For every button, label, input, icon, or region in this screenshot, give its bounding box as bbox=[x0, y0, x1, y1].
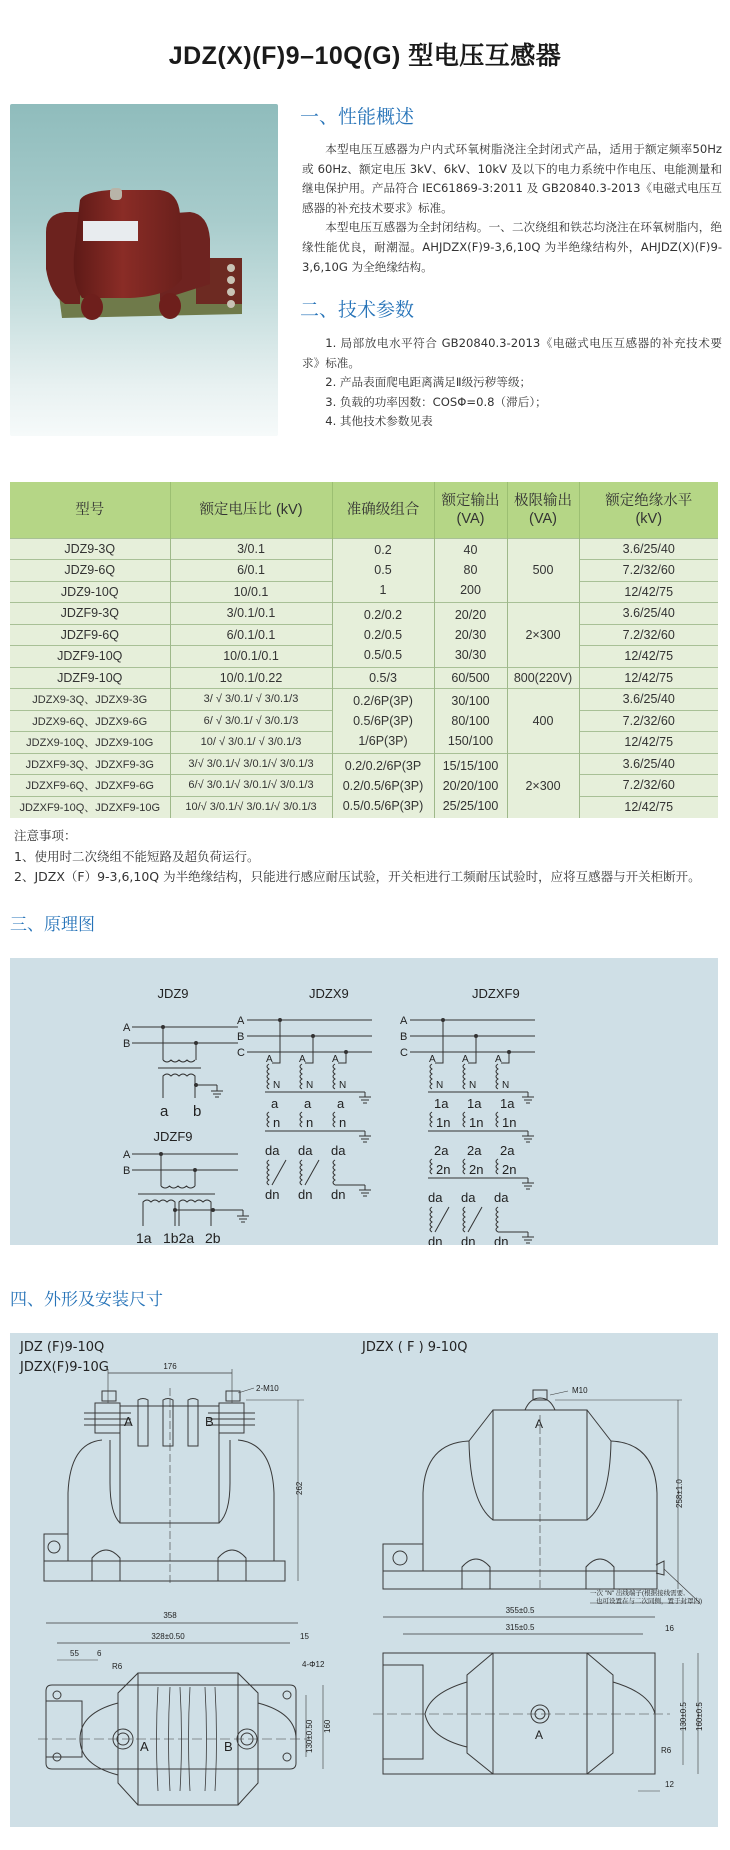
left-drawing-title: JDZ (F)9-10Q bbox=[20, 1340, 105, 1355]
svg-text:2a: 2a bbox=[434, 1143, 449, 1158]
svg-text:一次 "N" 出线端子(根据接线需要,: 一次 "N" 出线端子(根据接线需要, bbox=[590, 1590, 685, 1597]
svg-text:258±1.0: 258±1.0 bbox=[675, 1479, 684, 1508]
svg-text:A: A bbox=[123, 1149, 131, 1161]
accuracy-value: 0.5/0.5 bbox=[363, 647, 403, 662]
cell-accuracy bbox=[332, 689, 434, 754]
svg-text:n: n bbox=[339, 1115, 347, 1130]
svg-text:b: b bbox=[193, 1103, 202, 1120]
svg-text:dn: dn bbox=[298, 1187, 313, 1202]
svg-text:4-Φ12: 4-Φ12 bbox=[302, 1660, 325, 1669]
notes-title: 注意事项： bbox=[14, 828, 77, 843]
svg-text:N: N bbox=[436, 1080, 444, 1091]
parameter-item: 3. 负载的功率因数：COSΦ=0.8（滞后）； bbox=[325, 394, 547, 409]
cell-insulation: 7.2/32/60 bbox=[579, 624, 718, 646]
table-row bbox=[10, 667, 718, 689]
svg-text:dn: dn bbox=[494, 1234, 509, 1245]
cell-insulation: 12/42/75 bbox=[579, 667, 718, 689]
cell-model: JDZX9-3Q、JDZX9-3G bbox=[10, 689, 170, 711]
cell-insulation: 3.6/25/40 bbox=[579, 603, 718, 625]
accuracy-value: 0.2 bbox=[374, 543, 392, 558]
left-top-view bbox=[38, 1611, 332, 1805]
svg-text:355±0.5: 355±0.5 bbox=[505, 1606, 535, 1615]
header-output: 额定输出 (VA) bbox=[434, 482, 507, 538]
overview-paragraph: 本型电压互感器为全封闭结构。一、二次绕组和铁芯均浇注在环氧树脂内，绝缘性能优良，耐潮湿。AHJDZX(F)9-3,6,10Q 为半绝缘结构外，AHJDZ(X)(F)9-3,6,10G 为全绝缘结构。 bbox=[302, 220, 722, 274]
cell-ratio: 6/√ 3/0.1/√ 3/0.1/√ 3/0.1/3 bbox=[170, 775, 332, 797]
svg-text:JDZF9: JDZF9 bbox=[153, 1129, 193, 1144]
cell-insulation: 3.6/25/40 bbox=[579, 689, 718, 711]
svg-text:a: a bbox=[337, 1096, 345, 1111]
svg-text:A: A bbox=[462, 1054, 469, 1065]
svg-text:130±0.5: 130±0.5 bbox=[679, 1702, 688, 1731]
svg-text:B: B bbox=[224, 1739, 233, 1754]
svg-text:1n: 1n bbox=[436, 1115, 451, 1130]
svg-text:A: A bbox=[140, 1739, 149, 1754]
cell-ratio: 3/0.1 bbox=[170, 538, 332, 560]
output-value: 40 bbox=[463, 543, 478, 558]
svg-text:C: C bbox=[237, 1047, 245, 1059]
accuracy-value: 1/6P(3P) bbox=[358, 733, 408, 748]
svg-text:160: 160 bbox=[323, 1719, 332, 1733]
svg-text:da: da bbox=[331, 1143, 346, 1158]
svg-text:da: da bbox=[461, 1190, 476, 1205]
svg-text:n: n bbox=[273, 1115, 281, 1130]
cell-output bbox=[434, 689, 507, 754]
accuracy-value: 0.2/0.5/6P(3P) bbox=[342, 778, 424, 793]
parameters-list bbox=[302, 334, 722, 432]
cell-model: JDZ9-6Q bbox=[10, 560, 170, 582]
svg-text:1a: 1a bbox=[136, 1230, 152, 1245]
cell-insulation: 3.6/25/40 bbox=[579, 753, 718, 775]
cell-model: JDZX9-6Q、JDZX9-6G bbox=[10, 710, 170, 732]
cell-insulation: 12/42/75 bbox=[579, 581, 718, 603]
svg-text:B: B bbox=[400, 1031, 408, 1043]
svg-text:A: A bbox=[400, 1015, 408, 1027]
svg-text:1n: 1n bbox=[469, 1115, 484, 1130]
cell-limit: 500 bbox=[507, 538, 579, 603]
accuracy-value: 0.2/6P(3P) bbox=[353, 693, 413, 708]
svg-text:1a: 1a bbox=[500, 1096, 515, 1111]
schematic-panel bbox=[10, 958, 718, 1245]
note-item: 1、使用时二次绕组不能短路及超负荷运行。 bbox=[14, 848, 260, 864]
cell-limit: 400 bbox=[507, 689, 579, 754]
cell-model: JDZF9-10Q bbox=[10, 646, 170, 668]
accuracy-value: 0.5/6P(3P) bbox=[353, 713, 413, 728]
svg-text:315±0.5: 315±0.5 bbox=[505, 1623, 535, 1632]
svg-text:A: A bbox=[237, 1015, 245, 1027]
output-value: 60/500 bbox=[451, 670, 490, 685]
overview-paragraph: 本型电压互感器为户内式环氧树脂浇注全封闭式产品，适用于额定频率50Hz 或 60Hz、额定电压 3kV、6kV、10kV 及以下的电力系统中作电压、电能测量和继电保护用。产品符合 IEC61869-3:2011 及 GB20840.3-2013《电磁式电压互感器的补充技术要求》标准。 bbox=[302, 142, 722, 215]
svg-text:A: A bbox=[535, 1417, 544, 1431]
cell-accuracy bbox=[332, 667, 434, 689]
svg-text:130±0.50: 130±0.50 bbox=[305, 1719, 314, 1753]
svg-text:da: da bbox=[298, 1143, 313, 1158]
header-insulation: 额定绝缘水平 (kV) bbox=[579, 482, 718, 538]
cell-insulation: 7.2/32/60 bbox=[579, 560, 718, 582]
svg-text:160±0.5: 160±0.5 bbox=[695, 1702, 704, 1731]
svg-text:A: A bbox=[124, 1414, 133, 1429]
cell-ratio: 10/√ 3/0.1/√ 3/0.1/√ 3/0.1/3 bbox=[170, 796, 332, 818]
svg-text:1a: 1a bbox=[434, 1096, 449, 1111]
svg-text:55: 55 bbox=[70, 1649, 79, 1658]
section-heading-parameters: 二、技术参数 bbox=[300, 299, 415, 321]
svg-text:N: N bbox=[469, 1080, 477, 1091]
cell-ratio: 3/√ 3/0.1/√ 3/0.1/√ 3/0.1/3 bbox=[170, 753, 332, 775]
cell-ratio: 10/0.1/0.22 bbox=[170, 667, 332, 689]
output-value: 15/15/100 bbox=[442, 758, 499, 773]
jdz9-title: JDZ9 bbox=[157, 986, 189, 1001]
svg-text:也可设置在与二次同侧，置于封罩内): 也可设置在与二次同侧，置于封罩内) bbox=[596, 1598, 703, 1605]
cell-accuracy bbox=[332, 753, 434, 818]
cell-output bbox=[434, 753, 507, 818]
svg-text:N: N bbox=[339, 1080, 347, 1091]
svg-text:2b: 2b bbox=[205, 1230, 221, 1245]
cell-accuracy bbox=[332, 538, 434, 603]
cell-model: JDZF9-3Q bbox=[10, 603, 170, 625]
accuracy-value: 0.2/0.2 bbox=[363, 607, 403, 622]
svg-text:2a: 2a bbox=[500, 1143, 515, 1158]
cell-model: JDZXF9-3Q、JDZXF9-3G bbox=[10, 753, 170, 775]
svg-text:dn: dn bbox=[331, 1187, 346, 1202]
cell-ratio: 6/0.1 bbox=[170, 560, 332, 582]
svg-text:A: A bbox=[535, 1728, 544, 1742]
svg-text:da: da bbox=[265, 1143, 280, 1158]
section-heading-overview: 一、性能概述 bbox=[300, 106, 415, 128]
svg-text:n: n bbox=[306, 1115, 314, 1130]
section-heading-schematic: 三、原理图 bbox=[10, 915, 95, 935]
right-front-view bbox=[383, 1386, 702, 1605]
svg-text:R6: R6 bbox=[112, 1662, 123, 1671]
svg-text:A: A bbox=[429, 1054, 436, 1065]
svg-text:C: C bbox=[400, 1047, 408, 1059]
page-title: JDZ(X)(F)9–10Q(G) 型电压互感器 bbox=[168, 42, 562, 70]
cell-limit: 800(220V) bbox=[507, 667, 579, 689]
svg-text:176: 176 bbox=[163, 1362, 177, 1371]
cell-accuracy bbox=[332, 603, 434, 668]
svg-text:N: N bbox=[306, 1080, 314, 1091]
header-accuracy: 准确级组合 bbox=[332, 482, 434, 538]
cell-insulation: 3.6/25/40 bbox=[579, 538, 718, 560]
cell-insulation: 12/42/75 bbox=[579, 646, 718, 668]
cell-model: JDZ9-3Q bbox=[10, 538, 170, 560]
jdz9-diagram bbox=[123, 986, 238, 1120]
cell-model: JDZXF9-6Q、JDZXF9-6G bbox=[10, 775, 170, 797]
section-heading-dimensions: 四、外形及安装尺寸 bbox=[10, 1290, 163, 1310]
svg-text:A: A bbox=[266, 1054, 273, 1065]
svg-text:2n: 2n bbox=[502, 1162, 517, 1177]
svg-text:B: B bbox=[205, 1414, 214, 1429]
output-value: 200 bbox=[460, 583, 481, 598]
svg-text:1a: 1a bbox=[467, 1096, 482, 1111]
svg-text:JDZX9: JDZX9 bbox=[309, 986, 349, 1001]
voltage-transformer-image bbox=[10, 104, 278, 436]
svg-text:B: B bbox=[123, 1038, 131, 1050]
output-value: 30/30 bbox=[454, 647, 487, 662]
parameter-item: 1. 局部放电水平符合 GB20840.3-2013《电磁式电压互感器的补充技术要求》标准。 bbox=[302, 336, 722, 370]
table-header-row bbox=[10, 482, 718, 538]
left-front-view bbox=[44, 1362, 304, 1585]
svg-text:R6: R6 bbox=[661, 1746, 672, 1755]
left-drawing-subtitle: JDZX(F)9-10G bbox=[20, 1360, 109, 1375]
table-row bbox=[10, 538, 718, 560]
svg-text:A: A bbox=[332, 1054, 339, 1065]
output-value: 80 bbox=[463, 563, 478, 578]
svg-text:a: a bbox=[304, 1096, 312, 1111]
table-row bbox=[10, 603, 718, 625]
cell-ratio: 6/ √ 3/0.1/ √ 3/0.1/3 bbox=[170, 710, 332, 732]
svg-text:da: da bbox=[494, 1190, 509, 1205]
cell-insulation: 7.2/32/60 bbox=[579, 775, 718, 797]
cell-ratio: 3/ √ 3/0.1/ √ 3/0.1/3 bbox=[170, 689, 332, 711]
accuracy-value: 0.2/0.5 bbox=[363, 627, 403, 642]
svg-text:358: 358 bbox=[163, 1611, 177, 1620]
accuracy-value: 1 bbox=[379, 583, 387, 598]
svg-text:328±0.50: 328±0.50 bbox=[151, 1632, 185, 1641]
cell-ratio: 10/0.1 bbox=[170, 581, 332, 603]
cell-model: JDZXF9-10Q、JDZXF9-10G bbox=[10, 796, 170, 818]
cell-ratio: 10/ √ 3/0.1/ √ 3/0.1/3 bbox=[170, 732, 332, 754]
parameter-item: 2. 产品表面爬电距离满足Ⅱ级污秽等级； bbox=[325, 375, 532, 390]
cell-ratio: 10/0.1/0.1 bbox=[170, 646, 332, 668]
right-drawing-title: JDZX ( F ) 9-10Q bbox=[362, 1340, 468, 1355]
svg-text:dn: dn bbox=[265, 1187, 280, 1202]
svg-text:a: a bbox=[271, 1096, 279, 1111]
overview-text bbox=[302, 140, 722, 277]
jdzf9-diagram bbox=[123, 1129, 249, 1245]
output-value: 150/100 bbox=[447, 733, 494, 748]
cell-model: JDZ9-10Q bbox=[10, 581, 170, 603]
dimensions-panel bbox=[10, 1333, 718, 1827]
cell-output bbox=[434, 667, 507, 689]
output-value: 80/100 bbox=[451, 713, 490, 728]
svg-text:2a: 2a bbox=[467, 1143, 482, 1158]
accuracy-value: 0.5 bbox=[374, 563, 392, 578]
svg-text:JDZXF9: JDZXF9 bbox=[472, 986, 520, 1001]
svg-text:A: A bbox=[123, 1022, 131, 1034]
svg-text:15: 15 bbox=[300, 1632, 309, 1641]
cell-insulation: 7.2/32/60 bbox=[579, 710, 718, 732]
svg-text:2n: 2n bbox=[469, 1162, 484, 1177]
header-ratio: 额定电压比 (kV) bbox=[170, 482, 332, 538]
output-value: 25/25/100 bbox=[442, 798, 499, 813]
cell-model: JDZX9-10Q、JDZX9-10G bbox=[10, 732, 170, 754]
cell-ratio: 3/0.1/0.1 bbox=[170, 603, 332, 625]
svg-text:2-M10: 2-M10 bbox=[256, 1384, 279, 1393]
output-value: 20/20 bbox=[454, 607, 487, 622]
product-photo bbox=[10, 104, 278, 436]
spec-table bbox=[10, 482, 718, 818]
dimension-drawings bbox=[10, 1333, 718, 1827]
parameter-item: 4. 其他技术参数见表 bbox=[325, 414, 433, 429]
accuracy-value: 0.2/0.2/6P(3P bbox=[344, 758, 422, 773]
header-limit: 极限输出 (VA) bbox=[507, 482, 579, 538]
cell-model: JDZF9-10Q bbox=[10, 667, 170, 689]
svg-text:B: B bbox=[123, 1165, 131, 1177]
jdzx9-diagram bbox=[237, 986, 372, 1202]
svg-text:N: N bbox=[502, 1080, 510, 1091]
cell-insulation: 12/42/75 bbox=[579, 796, 718, 818]
svg-text:N: N bbox=[273, 1080, 281, 1091]
svg-text:6: 6 bbox=[97, 1649, 102, 1658]
svg-text:A: A bbox=[495, 1054, 502, 1065]
svg-text:12: 12 bbox=[665, 1780, 674, 1789]
header-model: 型号 bbox=[10, 482, 170, 538]
cell-ratio: 6/0.1/0.1 bbox=[170, 624, 332, 646]
table-row bbox=[10, 753, 718, 775]
table-row bbox=[10, 689, 718, 711]
svg-text:1b2a: 1b2a bbox=[163, 1230, 195, 1245]
svg-text:1n: 1n bbox=[502, 1115, 517, 1130]
output-value: 30/100 bbox=[451, 693, 490, 708]
output-value: 20/30 bbox=[454, 627, 487, 642]
right-top-view bbox=[373, 1606, 704, 1791]
jdzxf9-diagram bbox=[400, 986, 535, 1245]
output-value: 20/20/100 bbox=[442, 778, 499, 793]
cell-limit: 2×300 bbox=[507, 603, 579, 668]
cell-model: JDZF9-6Q bbox=[10, 624, 170, 646]
accuracy-value: 0.5/0.5/6P(3P) bbox=[342, 798, 424, 813]
svg-text:262: 262 bbox=[295, 1481, 304, 1495]
notes bbox=[14, 826, 714, 888]
svg-text:dn: dn bbox=[461, 1234, 476, 1245]
svg-text:16: 16 bbox=[665, 1624, 674, 1633]
svg-text:A: A bbox=[299, 1054, 306, 1065]
accuracy-value: 0.5/3 bbox=[369, 670, 397, 685]
cell-insulation: 12/42/75 bbox=[579, 732, 718, 754]
svg-text:da: da bbox=[428, 1190, 443, 1205]
schematic-diagrams bbox=[10, 958, 718, 1245]
svg-text:M10: M10 bbox=[572, 1386, 588, 1395]
svg-text:dn: dn bbox=[428, 1234, 443, 1245]
cell-output bbox=[434, 603, 507, 668]
note-item: 2、JDZX（F）9-3,6,10Q 为半绝缘结构，只能进行感应耐压试验，开关柜进行工频耐压试验时，应将互感器与开关柜断开。 bbox=[14, 869, 701, 884]
cell-limit: 2×300 bbox=[507, 753, 579, 818]
svg-text:2n: 2n bbox=[436, 1162, 451, 1177]
svg-text:B: B bbox=[237, 1031, 245, 1043]
cell-output bbox=[434, 538, 507, 603]
svg-text:a: a bbox=[160, 1103, 169, 1120]
